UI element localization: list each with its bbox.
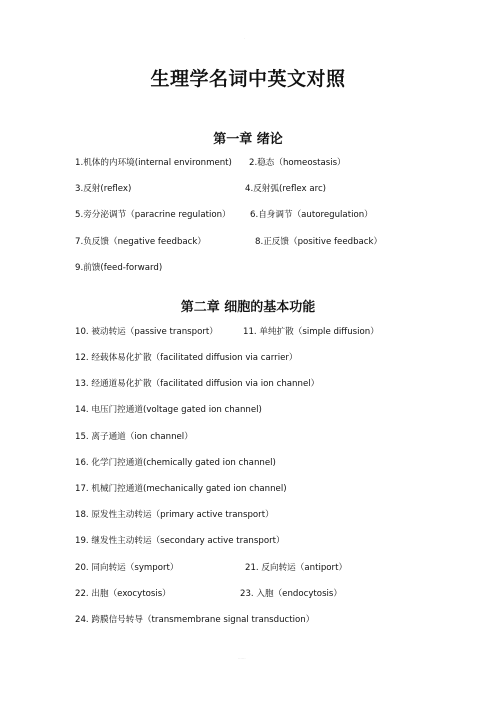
chapter-1-heading: 第一章 绪论: [213, 132, 283, 147]
term-9: 9.前馈(feed-forward): [75, 263, 163, 273]
footer-mark: ······: [238, 656, 246, 661]
term-11: 11. 单纯扩散（simple diffusion）: [243, 327, 379, 337]
term-24: 24. 跨膜信号转导（transmembrane signal transduction）: [75, 615, 315, 625]
term-2: 2.稳态（homeostasis）: [249, 158, 346, 168]
term-15: 15. 离子通道（ion channel）: [75, 432, 193, 442]
term-16: 16. 化学门控通道(chemically gated ion channel): [75, 458, 276, 468]
term-19: 19. 继发性主动转运（secondary active transport）: [75, 536, 285, 546]
term-22: 22. 出胞（exocytosis）: [75, 589, 171, 599]
term-12: 12. 经载体易化扩散（facilitated diffusion via carrier）: [75, 353, 298, 363]
term-5: 5.旁分泌调节（paracrine regulation）: [75, 210, 231, 220]
term-20: 20. 同向转运（symport）: [75, 563, 179, 573]
term-6: 6.自身调节（autoregulation）: [250, 210, 373, 220]
term-18: 18. 原发性主动转运（primary active transport）: [75, 510, 274, 520]
chapter-2-heading: 第二章 细胞的基本功能: [180, 300, 316, 315]
term-8: 8.正反馈（positive feedback）: [255, 237, 383, 247]
term-23: 23. 入胞（endocytosis）: [240, 589, 343, 599]
term-3: 3.反射(reflex): [75, 184, 132, 194]
page-title: 生理学名词中英文对照: [150, 68, 346, 90]
term-13: 13. 经通道易化扩散（facilitated diffusion via ion channel）: [75, 379, 320, 389]
term-10: 10. 被动转运（passive transport）: [75, 327, 218, 337]
term-17: 17. 机械门控通道(mechanically gated ion channel): [75, 484, 287, 494]
term-4: 4.反射弧(reflex arc): [245, 184, 327, 194]
term-14: 14. 电压门控通道(voltage gated ion channel): [75, 405, 262, 415]
term-1: 1.机体的内环境(internal environment): [75, 158, 232, 168]
header-mark: ·: [244, 36, 246, 41]
term-7: 7.负反馈（negative feedback）: [75, 237, 206, 247]
term-21: 21. 反向转运（antiport）: [245, 563, 348, 573]
